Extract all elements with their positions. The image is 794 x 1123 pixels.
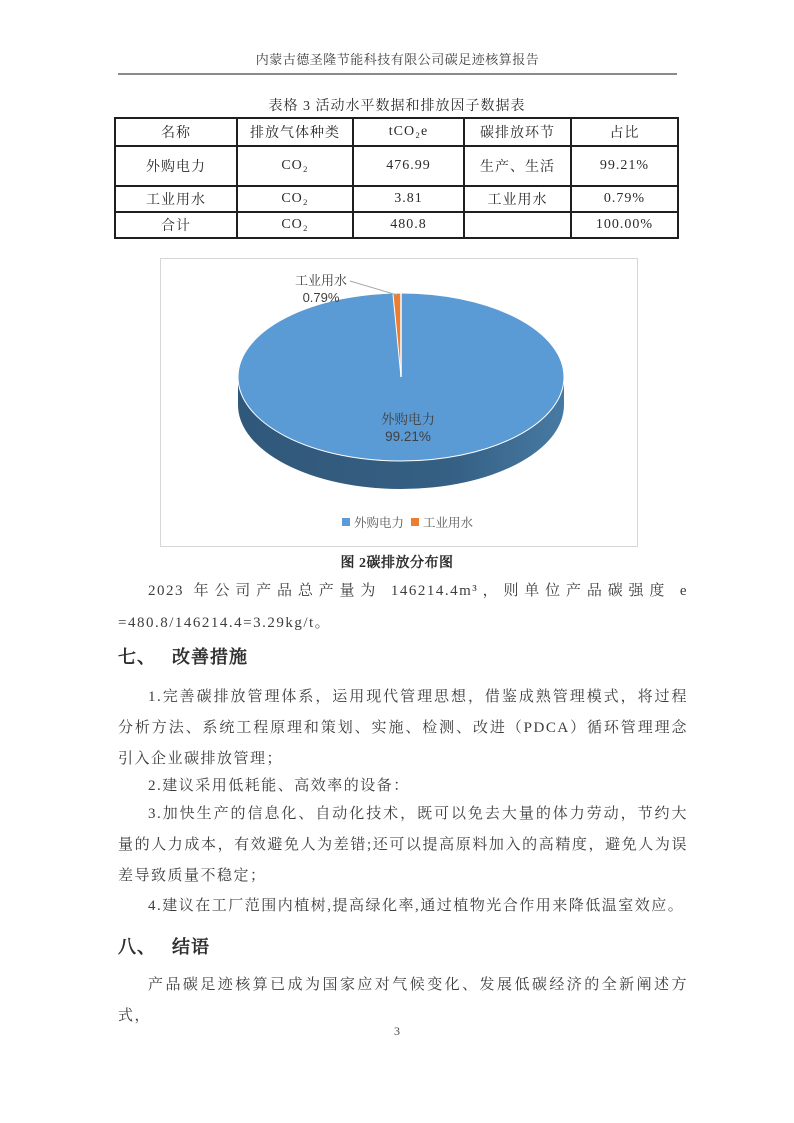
section-heading-conclusion [118,933,210,959]
legend-swatch-water [411,518,419,526]
figure-caption: 图 2碳排放分布图 [340,556,454,571]
col-header-tco2e: tCO₂e [353,118,464,146]
improvement-item-3: 3.加快生产的信息化、自动化技术，既可以免去大量的体力劳动，节约大量的人力成本，有效避免人为差错;还可以提高原料加入的高精度，避免人为误差导致质量不稳定； [118,806,688,884]
label-leader-line [350,281,397,295]
col-header-name: 名称 [115,118,237,146]
col-header-gas-type: 排放气体种类 [237,118,353,146]
section-number: 八、 [118,937,156,957]
cell-name: 工业用水 [115,186,237,212]
section-title: 结语 [172,937,210,957]
table-header-row [115,118,678,146]
improvement-item-2: 2.建议采用低耗能、高效率的设备： [148,778,410,794]
improvement-item-4: 4.建议在工厂范围内植树,提高绿化率,通过植物光合作用来降低温室效应。 [148,898,685,914]
cell-gas: CO₂ [237,146,353,186]
legend-label-water: 工业用水 [423,516,474,530]
cell-name: 外购电力 [115,146,237,186]
cell-share: 100.00% [571,212,678,238]
legend-swatch-electricity [342,518,350,526]
data-label-water-pct: 0.79% [302,290,340,305]
cell-gas: CO₂ [237,186,353,212]
table-row [115,186,678,212]
conclusion-paragraph: 产品碳足迹核算已成为国家应对气候变化、发展低碳经济的全新阐述方式， [118,977,688,1024]
cell-share: 0.79% [571,186,678,212]
data-label-electricity: 外购电力 [381,412,435,427]
section-heading-improvement [118,643,248,669]
page-header-title: 内蒙古德圣隆节能科技有限公司碳足迹核算报告 [118,51,677,75]
cell-stage [464,212,571,238]
col-header-share: 占比 [571,118,678,146]
table-row-total [115,212,678,238]
pie-chart [161,259,637,546]
data-label-water: 工业用水 [294,273,348,288]
chart-legend [342,515,474,530]
intensity-line-1: 2023 年公司产品总产量为 146214.4m³，则单位产品碳强度 e [148,583,688,599]
emission-data-table [114,117,679,239]
col-header-stage: 碳排放环节 [464,118,571,146]
cell-share: 99.21% [571,146,678,186]
table-caption: 表格 3 活动水平数据和排放因子数据表 [268,99,526,114]
intensity-line-2: =480.8/146214.4=3.29kg/t。 [118,615,332,631]
cell-name: 合计 [115,212,237,238]
cell-tco2e: 3.81 [353,186,464,212]
data-label-electricity-pct: 99.21% [385,429,431,444]
cell-stage: 工业用水 [464,186,571,212]
cell-gas: CO₂ [237,212,353,238]
cell-tco2e: 480.8 [353,212,464,238]
carbon-intensity-paragraph [118,575,688,639]
section-title: 改善措施 [172,647,248,667]
improvement-item-1: 1.完善碳排放管理体系，运用现代管理思想，借鉴成熟管理模式，将过程分析方法、系统工程原理和策划、实施、检测、改进（PDCA）循环管理理念引入企业碳排放管理； [118,689,688,767]
page-number: 3 [394,1024,400,1038]
cell-tco2e: 476.99 [353,146,464,186]
section-number: 七、 [118,647,156,667]
table-row [115,146,678,186]
pie-chart-container [160,258,638,547]
cell-stage: 生产、生活 [464,146,571,186]
legend-label-electricity: 外购电力 [354,516,405,530]
